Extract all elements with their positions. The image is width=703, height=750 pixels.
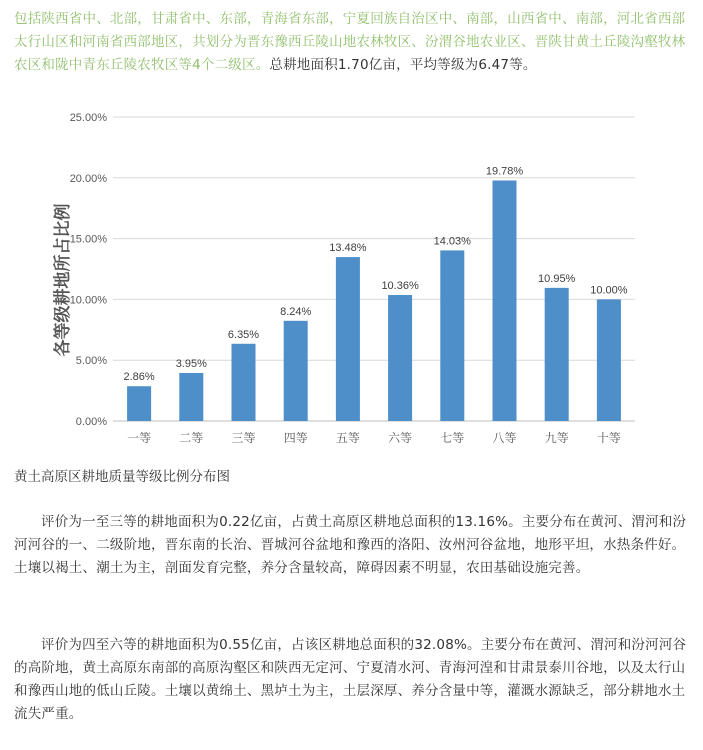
bar-4 (284, 321, 308, 421)
x-tick-label: 七等 (440, 431, 465, 445)
bar-value-label: 13.48% (329, 242, 367, 255)
x-tick-label: 五等 (335, 431, 360, 445)
bar-value-label: 14.03% (433, 235, 471, 248)
bar-5 (336, 257, 360, 421)
x-tick-label: 一等 (127, 431, 152, 445)
intro-region-text: 包括陕西省中、北部，甘肃省中、东部，青海省东部，宁夏回族自治区中、南部，山西省中、南部，河北省西部太行山区和河南省西部地区，共划分为晋东豫西丘陵山地农林牧区、汾渭谷地农业区、晋陕甘黄土丘陵沟壑牧林农区和陇中青东丘陵农牧区等4个二级区。 (14, 11, 686, 73)
y-tick-label: 5.00% (75, 355, 107, 368)
bar-7 (440, 250, 464, 421)
paragraph-grade-1-3: 评价为一至三等的耕地面积为0.22亿亩，占黄土高原区耕地总面积的13.16%。主要分布在黄河、渭河和汾河河谷的一、二级阶地，晋东南的长治、晋城河谷盆地和豫西的洛阳、汝州河谷盆地，地形平坦，水热条件好。土壤以褐土、潮土为主，剖面发育完整，养分含量较高，障碍因素不明显，农田基础设施完善。 (14, 514, 687, 576)
bars (127, 180, 621, 421)
bar-3 (231, 344, 255, 421)
x-tick-label: 二等 (179, 431, 204, 445)
x-tick-label: 三等 (231, 431, 256, 445)
bar-value-label: 19.78% (485, 165, 524, 178)
paragraph-grade-4-6: 评价为四至六等的耕地面积为0.55亿亩，占该区耕地总面积的32.08%。主要分布在黄河、渭河和汾河河谷的高阶地，黄土高原东南部的高原沟壑区和陕西无定河、宁夏清水河、青海河湟和甘肃景泰川谷地，以及太行山和豫西山地的低山丘陵。土壤以黄绵土、黑垆土为主，土层深厚、养分含量中等，灌溉水源缺乏，部分耕地水土流失严重。 (14, 637, 687, 722)
y-tick-label: 10.00% (69, 294, 107, 307)
chart-caption: 黄土高原区耕地质量等级比例分布图 (14, 469, 230, 485)
y-tick-label: 25.00% (69, 112, 107, 124)
y-tick-label: 20.00% (69, 172, 107, 185)
x-tick-label: 十等 (596, 431, 621, 445)
intro-summary-text: 总耕地面积1.70亿亩，平均等级为6.47等。 (269, 57, 537, 73)
bar-2 (179, 373, 203, 421)
bar-1 (127, 386, 151, 421)
bar-value-label: 6.35% (227, 328, 260, 341)
grade-distribution-chart (40, 105, 640, 460)
y-tick-label: 15.00% (69, 233, 107, 246)
x-tick-label: 九等 (544, 431, 569, 445)
bar-value-label: 10.95% (538, 272, 576, 285)
x-tick-label: 八等 (492, 431, 517, 445)
bar-10 (597, 299, 621, 421)
bar-8 (492, 180, 516, 421)
y-axis-label: 各等级耕地所占比例 (53, 203, 73, 357)
bar-value-label: 3.95% (175, 357, 207, 370)
x-tick-label: 六等 (388, 431, 413, 445)
y-tick-label: 0.00% (75, 416, 107, 428)
bar-9 (545, 288, 569, 421)
x-tick-labels (127, 430, 621, 445)
intro-paragraph (14, 8, 694, 77)
bar-chart-svg (40, 105, 640, 460)
bar-6 (388, 295, 412, 421)
y-tick-labels (70, 112, 108, 428)
bar-value-label: 8.24% (280, 305, 312, 318)
x-tick-label: 四等 (283, 431, 308, 445)
bar-value-label: 2.86% (123, 371, 155, 384)
bar-value-label: 10.36% (381, 280, 419, 293)
bar-value-label: 10.00% (590, 284, 628, 297)
